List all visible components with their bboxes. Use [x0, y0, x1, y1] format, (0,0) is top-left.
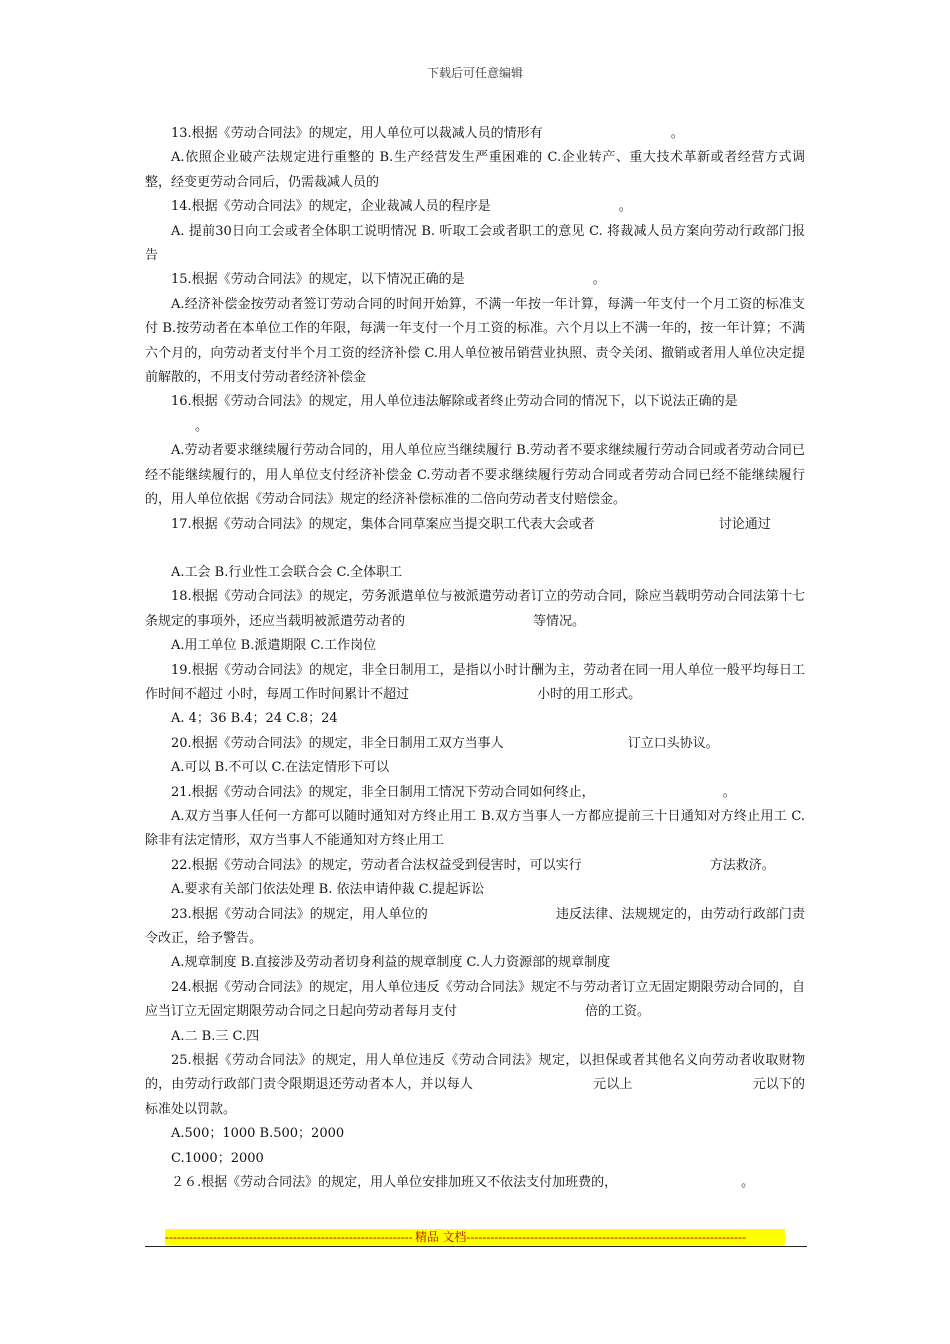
question-16-options: A.劳动者要求继续履行劳动合同的，用人单位应当继续履行 B.劳动者不要求继续履行劳动合同或者劳动合同已经不能继续履行的，用人单位支付经济补偿金 C.劳动者不要求继续履行劳动合同或者劳动合同已经不能继续履行的，用人单位依据《劳动合同法》规定的经济补偿标准的二倍向劳动者支付赔偿金。 [145, 443, 805, 508]
question-25-options-line1: A.500；1000 B.500；2000 [171, 1126, 345, 1142]
question-25: 25.根据《劳动合同法》的规定，用人单位违反《劳动合同法》规定，以担保或者其他名义向劳动者收取财物的，由劳动行政部门责令限期退还劳动者本人，并以每人 元以上 元以下的标准处以罚款。 [145, 1053, 805, 1117]
question-15-options: A.经济补偿金按劳动者签订劳动合同的时间开始算，不满一年按一年计算，每满一年支付一个月工资的标准支付 B.按劳动者在本单位工作的年限，每满一年支付一个月工资的标准。六个月以上不满一年的，按一年计算；不满六个月的，向劳动者支付半个月工资的经济补偿 C.用人单位被吊销营业执照、责令关闭、撤销或者用人单位决定提前解散的，不用支付劳动者经济补偿金 [145, 296, 805, 386]
question-21: 21.根据《劳动合同法》的规定，非全日制用工情况下劳动合同如何终止， 。 [171, 784, 736, 800]
question-24: 24.根据《劳动合同法》的规定，用人单位违反《劳动合同法》规定不与劳动者订立无固定期限劳动合同的，自应当订立无固定期限劳动合同之日起向劳动者每月支付 倍的工资。 [145, 979, 805, 1020]
question-14-options: A. 提前30日向工会或者全体职工说明情况 B. 听取工会或者职工的意见 C. 将裁减人员方案向劳动行政部门报告 [145, 223, 805, 264]
question-19-options: A. 4；36 B.4；24 C.8；24 [171, 711, 338, 727]
question-16: 16.根据《劳动合同法》的规定，用人单位违法解除或者终止劳动合同的情况下，以下说法正确的是 。 [171, 394, 738, 434]
footer-label: 精品 文档 [415, 1230, 467, 1244]
question-20-options: A.可以 B.不可以 C.在法定情形下可以 [171, 760, 390, 776]
question-17-options: A.工会 B.行业性工会联合会 C.全体职工 [171, 564, 403, 580]
question-19: 19.根据《劳动合同法》的规定，非全日制用工，是指以小时计酬为主，劳动者在同一用人单位一般平均每日工作时间不超过 小时，每周工作时间累计不超过 小时的用工形式。 [145, 662, 805, 702]
question-13-options: A.依照企业破产法规定进行重整的 B.生产经营发生严重困难的 C.企业转产、重大技术革新或者经营方式调整，经变更劳动合同后，仍需裁减人员的 [145, 150, 805, 190]
footer-divider [145, 1246, 807, 1247]
question-23: 23.根据《劳动合同法》的规定，用人单位的 违反法律、法规规定的，由劳动行政部门责令改正，给予警告。 [145, 906, 805, 946]
question-25-options-line2: C.1000；2000 [171, 1150, 264, 1166]
question-23-options: A.规章制度 B.直接涉及劳动者切身利益的规章制度 C.人力资源部的规章制度 [171, 955, 611, 971]
question-13: 13.根据《劳动合同法》的规定，用人单位可以裁减人员的情形有 。 [171, 126, 684, 141]
question-24-options: A.二 B.三 C.四 [171, 1028, 260, 1044]
footer-banner [165, 1229, 785, 1245]
footer-dashes-left: -------------------------------------------------------------- [165, 1230, 413, 1244]
question-15: 15.根据《劳动合同法》的规定，以下情况正确的是 。 [171, 272, 606, 288]
question-20: 20.根据《劳动合同法》的规定，非全日制用工双方当事人 订立口头协议。 [171, 735, 719, 751]
question-26: ２６.根据《劳动合同法》的规定，用人单位安排加班又不依法支付加班费的， 。 [171, 1175, 755, 1191]
document-body [145, 122, 805, 1195]
question-22-options: A.要求有关部门依法处理 B. 依法申请仲裁 C.提起诉讼 [171, 882, 485, 898]
page-header: 下载后可任意编辑 [426, 66, 523, 80]
question-18: 18.根据《劳动合同法》的规定，劳务派遣单位与被派遣劳动者订立的劳动合同，除应当载明劳动合同法第十七条规定的事项外，还应当载明被派遣劳动者的 等情况。 [145, 589, 805, 629]
question-22: 22.根据《劳动合同法》的规定，劳动者合法权益受到侵害时，可以实行 方法救济。 [171, 857, 775, 873]
question-14: 14.根据《劳动合同法》的规定，企业裁减人员的程序是 。 [171, 199, 632, 215]
question-21-options: A.双方当事人任何一方都可以随时通知对方终止用工 B.双方当事人一方都应提前三十日通知对方终止用工 C.除非有法定情形，双方当事人不能通知对方终止用工 [145, 808, 805, 849]
question-17: 17.根据《劳动合同法》的规定，集体合同草案应当提交职工代表大会或者 讨论通过 [171, 516, 771, 532]
question-18-options: A.用工单位 B.派遣期限 C.工作岗位 [171, 638, 377, 654]
footer-dashes-right: ---------------------------------------------------------------------- [466, 1230, 747, 1244]
